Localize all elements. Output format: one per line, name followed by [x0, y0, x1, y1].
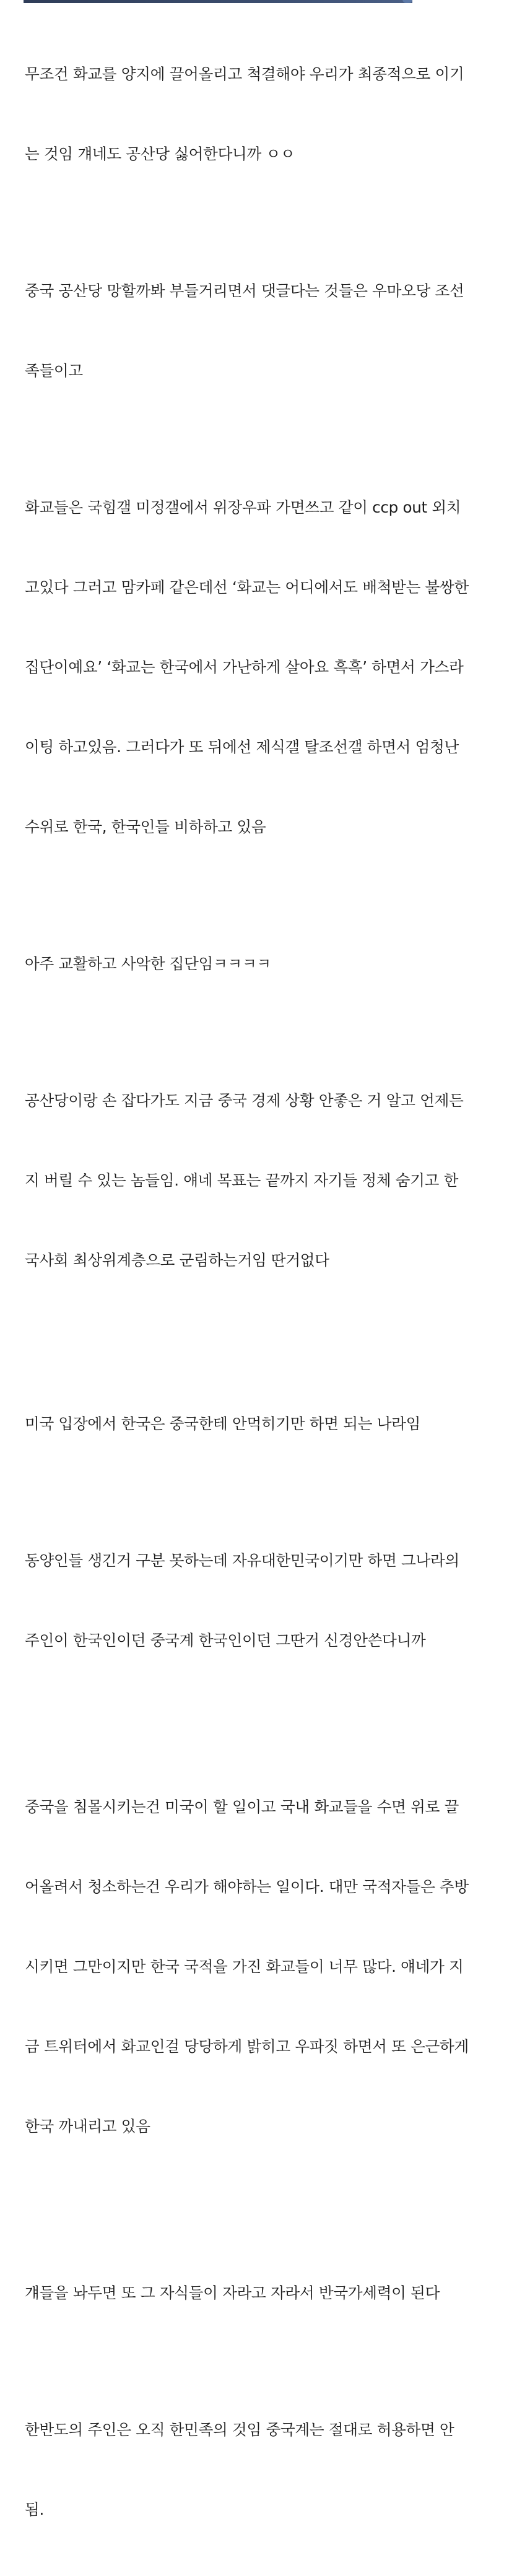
- text-line: 아주 교활하고 사악한 집단임ㅋㅋㅋㅋ: [25, 955, 271, 973]
- text-line: 주인이 한국인이던 중국계 한국인이던 그딴거 신경안쓴다니까: [25, 1631, 426, 1649]
- paragraph: [25, 897, 495, 1030]
- text-line: 시키면 그만이지만 한국 국적을 가진 화교들이 너무 많다. 얘네가 지: [25, 1958, 464, 1975]
- text-line: 공산당이랑 손 잡다가도 지금 중국 경제 상황 안좋은 거 알고 언제든: [25, 1091, 464, 1109]
- text-line: 동양인들 생긴거 구분 못하는데 자유대한민국이기만 하면 그나라의: [25, 1551, 459, 1569]
- paragraph: [25, 2226, 495, 2359]
- paragraph: [25, 1740, 495, 2193]
- text-line: 수위로 한국, 한국인들 비하하고 있음: [25, 818, 266, 836]
- paragraph: [25, 441, 495, 893]
- text-line: 됨.: [25, 2500, 44, 2518]
- text-line: 한반도의 주인은 오직 한민족의 것임 중국계는 절대로 허용하면 안: [25, 2421, 454, 2439]
- post-body: [25, 7, 495, 2576]
- text-line: 미국 입장에서 한국은 중국한테 안먹히기만 하면 되는 나라임: [25, 1415, 421, 1433]
- text-line: 국사회 최상위계층으로 군림하는거임 딴거없다: [25, 1251, 329, 1269]
- header-image-edge: [24, 0, 412, 3]
- text-line: 금 트위터에서 화교인걸 당당하게 밝히고 우파짓 하면서 또 은근하게: [25, 2037, 469, 2055]
- text-line: 중국 공산당 망할까봐 부들거리면서 댓글다는 것들은 우마오당 조선: [25, 282, 464, 300]
- text-line: 어올려서 청소하는건 우리가 해야하는 일이다. 대만 국적자들은 추방: [25, 1878, 469, 1896]
- text-line: 중국을 침몰시키는건 미국이 할 일이고 국내 화교들을 수면 위로 끌: [25, 1798, 459, 1816]
- paragraph: [25, 1494, 495, 1707]
- text-line: 무조건 화교를 양지에 끌어올리고 척결해야 우리가 최종적으로 이기: [25, 65, 464, 83]
- text-line: 집단이예요’ ‘화교는 한국에서 가난하게 살아요 흑흑’ 하면서 가스라: [25, 658, 464, 676]
- paragraph: [25, 1357, 495, 1490]
- paragraph: [25, 7, 495, 220]
- text-line: 화교들은 국힘갤 미정갤에서 위장우파 가면쓰고 같이 ccp out 외치: [25, 498, 461, 516]
- text-line: 걔들을 놔두면 또 그 자식들이 자라고 자라서 반국가세력이 된다: [25, 2284, 440, 2302]
- header-image-corner: [402, 0, 412, 3]
- paragraph: [25, 224, 495, 437]
- text-line: 이팅 하고있음. 그러다가 또 뒤에선 제식갤 탈조선갤 하면서 엄청난: [25, 738, 459, 756]
- text-line: 지 버릴 수 있는 놈들임. 얘네 목표는 끝까지 자기들 정체 숨기고 한: [25, 1171, 459, 1189]
- text-line: 는 것임 걔네도 공산당 싫어한다니까 ㅇㅇ: [25, 145, 295, 163]
- paragraph: [25, 2363, 495, 2576]
- text-line: 족들이고: [25, 362, 83, 379]
- text-line: 고있다 그러고 맘카페 같은데선 ‘화교는 어디에서도 배척받는 불쌍한: [25, 578, 469, 596]
- text-line: 한국 까내리고 있음: [25, 2117, 150, 2135]
- paragraph: [25, 1034, 495, 1327]
